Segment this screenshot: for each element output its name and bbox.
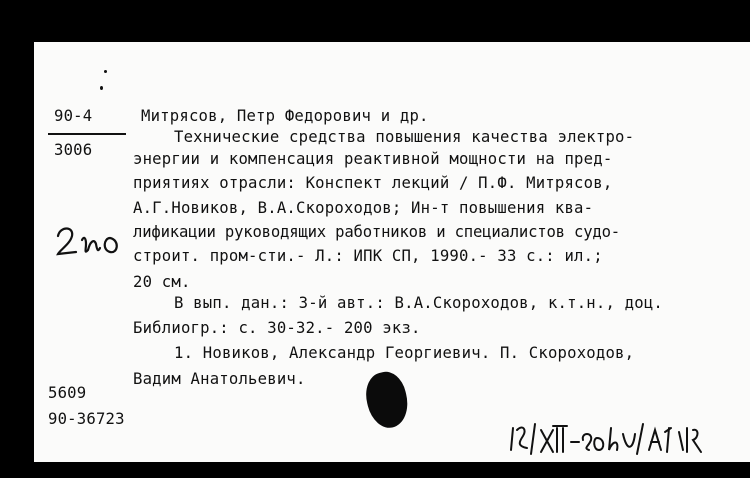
title-line: энергии и компенсация реактивной мощности на пред-	[133, 150, 613, 168]
title-line: строит. пром-сти.- Л.: ИПК СП, 1990.- 33 с.: ил.;	[133, 247, 603, 265]
title-line: 20 см.	[133, 273, 191, 291]
accession-number-2: 90-36723	[48, 410, 125, 428]
title-line: лификации руководящих работников и специалистов судо-	[133, 223, 620, 241]
tracing-line: Вадим Анатольевич.	[133, 370, 306, 388]
accession-number-1: 5609	[48, 384, 87, 402]
call-number-divider	[48, 133, 126, 135]
tracing-line: 1. Новиков, Александр Георгиевич. П. Скороходов,	[174, 344, 635, 362]
handwritten-mark	[54, 224, 124, 258]
catalog-card	[34, 42, 750, 462]
author-heading: Митрясов, Петр Федорович и др.	[141, 107, 429, 125]
ink-blot	[361, 368, 413, 432]
ink-speck	[100, 86, 103, 90]
call-number-bottom: 3006	[54, 141, 93, 159]
ink-speck	[104, 70, 107, 73]
title-line: А.Г.Новиков, В.А.Скороходов; Ин-т повышения ква-	[133, 199, 594, 217]
title-line: приятиях отрасли: Конспект лекций / П.Ф. Митрясов,	[133, 174, 613, 192]
title-line: Технические средства повышения качества электро-	[174, 128, 635, 146]
note-line: Библиогр.: с. 30-32.- 200 экз.	[133, 319, 421, 337]
handwritten-footer	[509, 422, 719, 456]
note-line: В вып. дан.: 3-й авт.: В.А.Скороходов, к.т.н., доц.	[174, 294, 663, 312]
call-number-top: 90-4	[54, 107, 93, 125]
